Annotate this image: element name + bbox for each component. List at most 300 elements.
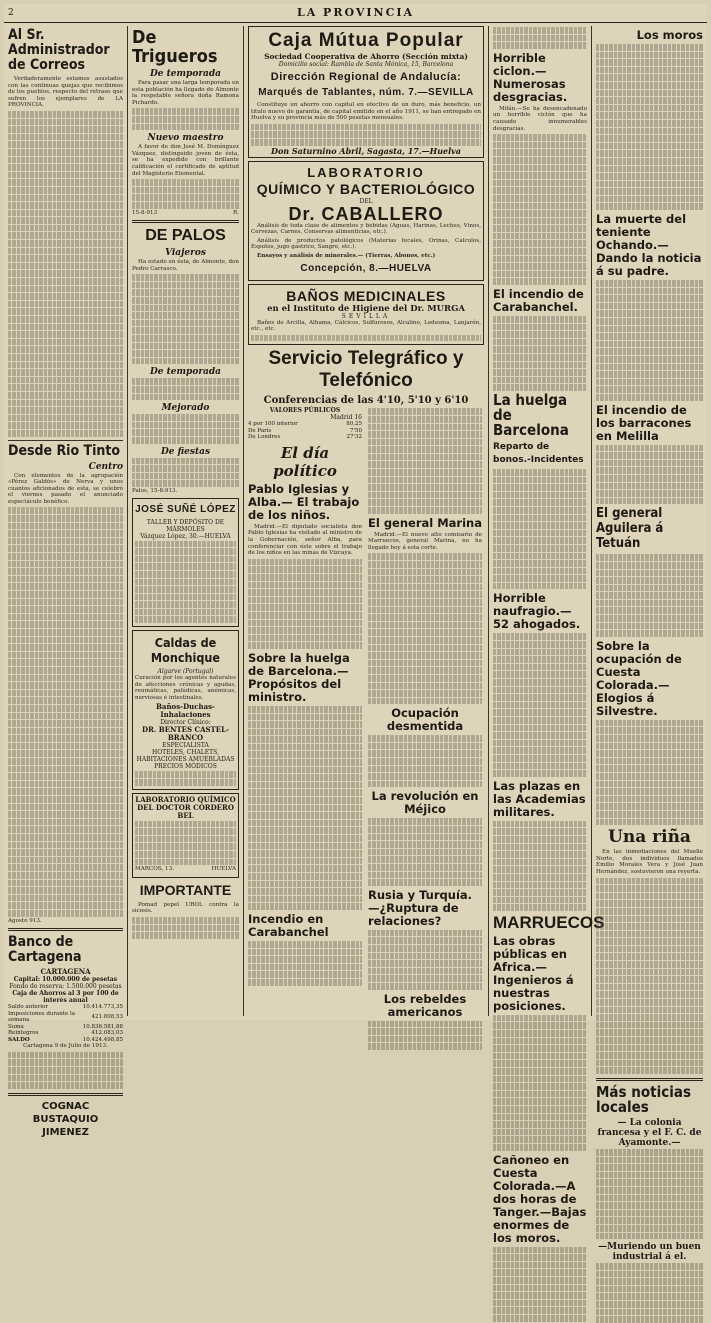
text-line xyxy=(8,392,123,399)
text-line xyxy=(596,953,703,960)
text-line xyxy=(493,664,587,671)
text-line xyxy=(596,991,703,998)
headline-moros: Los moros xyxy=(636,28,703,42)
text-line xyxy=(596,1278,703,1285)
text-line xyxy=(368,584,482,591)
text-line xyxy=(8,210,123,217)
text-line xyxy=(8,781,123,788)
text-line xyxy=(493,897,587,904)
text-line xyxy=(596,67,703,74)
column-4 xyxy=(488,26,605,1245)
page-number: 2 xyxy=(8,8,14,18)
text-line xyxy=(596,303,703,310)
text-line xyxy=(248,774,362,781)
text-line xyxy=(8,834,123,841)
text-line xyxy=(132,358,239,365)
headline-rina: Una riña xyxy=(608,827,691,848)
text-line xyxy=(132,414,239,421)
text-line xyxy=(8,301,123,308)
text-line xyxy=(132,394,239,401)
subhead-colonia-francesa: — La colonia francesa y el F. C. de Ayamonte.— xyxy=(597,1117,702,1148)
text-line xyxy=(132,343,239,350)
text-line xyxy=(251,131,481,138)
text-line xyxy=(8,796,123,803)
valores-block xyxy=(248,407,362,1051)
ad-lab-cordero xyxy=(132,793,239,878)
ad-caja-delegado: Don Saturnino Abril, Sagasta, 17.—Huelva xyxy=(271,145,461,156)
text-line xyxy=(8,278,123,285)
table-row: Imposiciones durante la semana 421.808,53 xyxy=(8,1010,123,1024)
text-line xyxy=(8,407,123,414)
text-line xyxy=(248,736,362,743)
text-line xyxy=(8,530,123,537)
subhead-riotinto: Centro xyxy=(88,461,123,472)
text-line xyxy=(132,179,239,186)
text-line xyxy=(596,135,703,142)
text-line xyxy=(493,828,587,835)
text-line xyxy=(135,616,236,623)
text-line xyxy=(596,105,703,112)
text-line xyxy=(596,158,703,165)
text-line xyxy=(368,750,482,757)
text-line xyxy=(596,570,703,577)
text-line xyxy=(248,620,362,627)
text-line xyxy=(596,452,703,459)
headline-importante: IMPORTANTE xyxy=(139,881,232,898)
text-line xyxy=(132,327,239,334)
ad-suner xyxy=(132,498,239,628)
text-line xyxy=(8,629,123,636)
text-line xyxy=(596,908,703,915)
text-line xyxy=(368,841,482,848)
text-line xyxy=(493,844,587,851)
text-line xyxy=(8,149,123,156)
text-line xyxy=(248,850,362,857)
text-line xyxy=(493,530,587,537)
text-line xyxy=(132,124,239,131)
text-line xyxy=(596,1045,703,1052)
text-line xyxy=(8,179,123,186)
text-line xyxy=(493,35,587,42)
text-line xyxy=(596,166,703,173)
text-line xyxy=(493,537,587,544)
text-line xyxy=(368,461,482,468)
text-line xyxy=(135,821,236,828)
text-line xyxy=(493,1254,587,1261)
text-line xyxy=(596,554,703,561)
text-line xyxy=(493,218,587,225)
text-line xyxy=(368,826,482,833)
text-line xyxy=(368,652,482,659)
text-line xyxy=(8,202,123,209)
text-line xyxy=(493,866,587,873)
text-line xyxy=(596,969,703,976)
text-line xyxy=(596,819,703,826)
text-line xyxy=(132,312,239,319)
text-line xyxy=(493,641,587,648)
text-line xyxy=(368,766,482,773)
banco-table xyxy=(8,1004,123,1043)
text-line xyxy=(248,789,362,796)
text-line xyxy=(8,895,123,902)
text-line xyxy=(8,195,123,202)
text-line xyxy=(8,225,123,232)
text-line xyxy=(368,439,482,446)
text-line xyxy=(596,498,703,505)
text-line xyxy=(368,454,482,461)
headline-marina: El general Marina xyxy=(368,515,482,530)
text-line xyxy=(596,128,703,135)
text-line xyxy=(596,52,703,59)
headline-servicio: Servicio Telegráfico y Telefónico xyxy=(268,348,464,392)
text-line xyxy=(596,885,703,892)
text-line xyxy=(8,902,123,909)
text-line xyxy=(493,240,587,247)
text-line xyxy=(596,150,703,157)
ad-caja-text: Constituye un ahorro con capital en efectivo de un duro, más beneficio, un titulo nuevo de garantía, de capital emitido en el año 1911, se han entregado en Huelva y su provincia más de 500 pesetas mensuales. xyxy=(251,102,481,122)
text-line xyxy=(493,1015,587,1022)
text-line xyxy=(493,1022,587,1029)
text-line xyxy=(596,356,703,363)
banco-city: CARTAGENA xyxy=(40,967,91,977)
text-line xyxy=(493,1129,587,1136)
text-line xyxy=(135,609,236,616)
text-line xyxy=(596,720,703,727)
text-line xyxy=(596,1217,703,1224)
text-line xyxy=(368,416,482,423)
text-line xyxy=(493,851,587,858)
text-line xyxy=(368,937,482,944)
text-line xyxy=(8,910,123,917)
text-line xyxy=(368,864,482,871)
text-line xyxy=(132,108,239,115)
text-line xyxy=(596,1271,703,1278)
ad-monchique-director: Director Clínico: xyxy=(160,719,211,727)
text-line xyxy=(368,1021,482,1028)
text-line xyxy=(596,280,703,287)
text-line xyxy=(8,1075,123,1082)
text-line xyxy=(8,384,123,391)
text-line xyxy=(596,288,703,295)
text-line xyxy=(132,320,239,327)
text-line xyxy=(132,282,239,289)
text-line xyxy=(132,480,239,487)
text-line xyxy=(132,465,239,472)
text-line xyxy=(8,773,123,780)
text-line xyxy=(596,931,703,938)
text-line xyxy=(596,1225,703,1232)
text-line xyxy=(8,293,123,300)
ad-suner-title: JOSÉ SUÑÉ LÓPEZ xyxy=(135,503,236,515)
text-line xyxy=(8,187,123,194)
text-line xyxy=(493,821,587,828)
text-line xyxy=(493,142,587,149)
text-line xyxy=(8,735,123,742)
text-line xyxy=(368,484,482,491)
text-line xyxy=(493,1053,587,1060)
headline-trigueros: De Trigueros xyxy=(132,27,218,67)
text-line xyxy=(368,660,482,667)
ad-banos-text: Baños de Arcilla, Alhama, Cálcicos, Sulfurosos, Alcalino, Ledesma, Lanjarón, etc., etc. xyxy=(251,319,481,333)
text-line xyxy=(596,74,703,81)
text-line xyxy=(8,804,123,811)
text-line xyxy=(368,591,482,598)
text-line xyxy=(493,316,587,323)
text-line xyxy=(368,960,482,967)
text-line xyxy=(135,859,236,866)
text-line xyxy=(596,788,703,795)
text-line xyxy=(8,377,123,384)
text-line xyxy=(493,859,587,866)
text-line xyxy=(596,188,703,195)
text-line xyxy=(248,729,362,736)
text-line xyxy=(135,556,236,563)
text-line xyxy=(135,594,236,601)
text-line xyxy=(132,429,239,436)
text-line xyxy=(248,582,362,589)
text-line xyxy=(132,194,239,201)
ad-monchique-hoteles: HOTELES, CHALETS, HABITACIONES AMUEBLADAS xyxy=(136,749,235,764)
trigueros-signature: R. xyxy=(233,209,239,216)
text-line xyxy=(596,893,703,900)
text-line xyxy=(493,1285,587,1292)
text-line xyxy=(493,278,587,285)
text-line xyxy=(8,644,123,651)
text-line xyxy=(596,44,703,51)
text-line xyxy=(8,164,123,171)
text-line xyxy=(135,828,236,835)
text-line xyxy=(248,979,362,986)
text-line xyxy=(493,1262,587,1269)
subhead-fiestas: De fiestas xyxy=(160,446,211,457)
text-line xyxy=(493,649,587,656)
text-line xyxy=(493,740,587,747)
headline-noticias-locales: Más noticias locales xyxy=(596,1082,691,1116)
headline-ocupacion: Ocupación desmentida xyxy=(386,706,464,734)
text-line xyxy=(493,1083,587,1090)
text-line xyxy=(135,843,236,850)
text-line xyxy=(368,758,482,765)
text-line xyxy=(248,903,362,910)
text-line xyxy=(596,483,703,490)
text-line xyxy=(493,522,587,529)
text-line xyxy=(132,289,239,296)
ad-monchique-sub: Algarve (Portugal) xyxy=(157,668,214,676)
text-line xyxy=(596,1202,703,1209)
headline-correos: Al Sr. Administrador de Correos xyxy=(8,27,110,73)
text-line xyxy=(248,714,362,721)
ad-banos xyxy=(248,284,484,346)
text-line xyxy=(368,561,482,568)
text-line xyxy=(493,515,587,522)
text-line xyxy=(493,874,587,881)
text-line xyxy=(368,975,482,982)
text-line xyxy=(493,369,587,376)
ad-lab-title2: QUÍMICO Y BACTERIOLÓGICO xyxy=(256,180,476,197)
text-line xyxy=(596,615,703,622)
text-line xyxy=(368,930,482,937)
headline-incendio-carabanchel: El incendio de Carabanchel. xyxy=(493,287,584,315)
text-line xyxy=(248,759,362,766)
newspaper-title: LA PROVINCIA xyxy=(296,6,415,19)
text-line xyxy=(248,858,362,865)
text-line xyxy=(368,773,482,780)
palos-text: Ha estado en ésta, de Almonte, don Pedro Carrasco. xyxy=(132,259,239,272)
text-line xyxy=(132,458,239,465)
subhead-mejorado: Mejorado xyxy=(161,403,210,414)
headline-huelga-barcelona: La huelga de Barcelona xyxy=(493,390,569,439)
text-line xyxy=(368,945,482,952)
ad-caja-mutua xyxy=(248,26,484,158)
text-line xyxy=(493,1307,587,1314)
text-line xyxy=(368,446,482,453)
text-line xyxy=(493,763,587,770)
subhead-reparto-bonos: Reparto de bonos.-Incidentes xyxy=(493,441,584,465)
text-line xyxy=(368,968,482,975)
text-line xyxy=(596,1263,703,1270)
text-line xyxy=(493,1292,587,1299)
text-line xyxy=(8,362,123,369)
text-line xyxy=(8,1082,123,1089)
text-line xyxy=(132,350,239,357)
text-line xyxy=(135,836,236,843)
text-line xyxy=(248,635,362,642)
text-line xyxy=(493,679,587,686)
ad-monchique-text: Curación por los agentes naturales de afecciones crónicas y agudas, reumáticas, palúdicas, anémicas, nerviosas é intestinales. xyxy=(135,675,236,701)
text-line xyxy=(493,732,587,739)
text-line xyxy=(368,683,482,690)
text-line xyxy=(132,116,239,123)
text-line xyxy=(596,796,703,803)
text-line xyxy=(596,803,703,810)
text-line xyxy=(493,904,587,911)
text-line xyxy=(368,856,482,863)
text-line xyxy=(493,203,587,210)
text-line xyxy=(248,597,362,604)
text-line xyxy=(8,111,123,118)
text-line xyxy=(368,553,482,560)
trigueros-date: 15-8-913 xyxy=(132,209,158,216)
conferencias: Conferencias de las 4'10, 5'10 y 6'10 xyxy=(263,395,469,407)
text-line xyxy=(248,751,362,758)
text-line xyxy=(8,255,123,262)
text-line xyxy=(596,196,703,203)
text-line xyxy=(493,687,587,694)
text-line xyxy=(8,842,123,849)
ad-monchique-title: Caldas de Monchique xyxy=(150,635,221,666)
text-line xyxy=(596,1060,703,1067)
text-line xyxy=(493,180,587,187)
text-line xyxy=(8,599,123,606)
text-line xyxy=(493,499,587,506)
text-line xyxy=(596,1172,703,1179)
text-line xyxy=(493,149,587,156)
text-line xyxy=(596,938,703,945)
text-line xyxy=(368,469,482,476)
text-line xyxy=(596,97,703,104)
text-line xyxy=(493,836,587,843)
text-line xyxy=(8,811,123,818)
text-line xyxy=(8,713,123,720)
marina-text: Madrid.—El nuevo alto comisario de Marruecos, general Marina, no ha llegado hoy á esta corte. xyxy=(368,531,482,551)
text-line xyxy=(596,600,703,607)
text-line xyxy=(493,507,587,514)
text-line xyxy=(596,623,703,630)
text-line xyxy=(596,1210,703,1217)
text-line xyxy=(493,889,587,896)
text-line xyxy=(596,445,703,452)
text-line xyxy=(248,820,362,827)
headline-ocupacion-cuesta: Sobre la ocupación de Cuesta Colorada.—Elogios á Silvestre. xyxy=(596,638,682,718)
text-line xyxy=(248,971,362,978)
text-line xyxy=(493,633,587,640)
text-line xyxy=(248,865,362,872)
text-line xyxy=(596,112,703,119)
text-line xyxy=(8,324,123,331)
text-line xyxy=(493,324,587,331)
ad-lab-doctor: Dr. CABALLERO xyxy=(288,203,444,224)
text-line xyxy=(368,431,482,438)
text-line xyxy=(368,1043,482,1050)
subhead-palos-temporada: De temporada xyxy=(149,367,222,378)
subhead-viajeros: Viajeros xyxy=(165,248,206,259)
text-line xyxy=(596,585,703,592)
text-line xyxy=(368,614,482,621)
text-line xyxy=(596,341,703,348)
text-line xyxy=(493,271,587,278)
text-line xyxy=(493,263,587,270)
text-line xyxy=(8,766,123,773)
text-line xyxy=(596,607,703,614)
text-line xyxy=(493,1269,587,1276)
text-line xyxy=(493,560,587,567)
text-line xyxy=(248,744,362,751)
text-line xyxy=(493,165,587,172)
text-line xyxy=(8,1067,123,1074)
text-line xyxy=(248,956,362,963)
text-line xyxy=(135,851,236,858)
text-line xyxy=(132,202,239,209)
text-line xyxy=(493,1121,587,1128)
text-line xyxy=(8,788,123,795)
text-line xyxy=(248,642,362,649)
text-line xyxy=(368,607,482,614)
headline-turquia: Rusia y Turquía.—¿Ruptura de relaciones? xyxy=(368,887,473,928)
text-line xyxy=(8,826,123,833)
text-line xyxy=(8,758,123,765)
text-line xyxy=(8,308,123,315)
pablo-text: Madrid.—El diputado socialista don Pablo Iglesias ha visitado al ministro de la Gobernación, señor Alba, para conferenciar con éste sobre el trabajo de los niños en las minas de Vizcaya. xyxy=(248,523,362,557)
text-line xyxy=(596,379,703,386)
text-line xyxy=(596,984,703,991)
text-line xyxy=(493,377,587,384)
text-line xyxy=(493,755,587,762)
text-line xyxy=(368,645,482,652)
text-line xyxy=(248,566,362,573)
text-line xyxy=(248,827,362,834)
text-line xyxy=(132,274,239,281)
text-line xyxy=(8,568,123,575)
ad-lab-caballero xyxy=(248,161,484,281)
valores-title: VALORES PÚBLICOS xyxy=(269,407,341,415)
importante-text: Pomad pepel UROL contra la sicosis. xyxy=(132,901,239,915)
text-line xyxy=(8,637,123,644)
text-line xyxy=(596,1052,703,1059)
headline-canoneo: Cañoneo en Cuesta Colorada.—A dos horas de Tanger.—Bajas enormes de los moros. xyxy=(493,1152,587,1245)
headline-aguilera: El general Aguilera á Tetuán xyxy=(596,506,664,552)
text-line xyxy=(596,310,703,317)
text-line xyxy=(493,568,587,575)
